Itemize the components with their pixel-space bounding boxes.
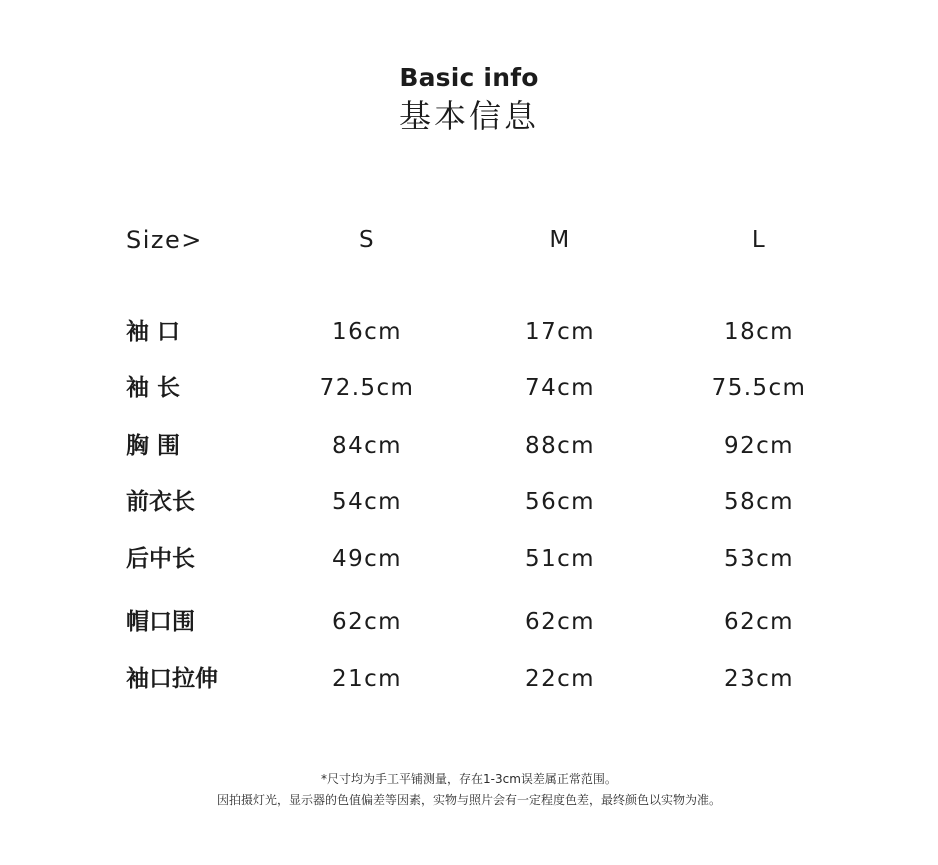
back-length-l-value: 53cm: [724, 546, 794, 572]
row-label-hood-opening: 帽口围: [126, 609, 195, 635]
table-row-front-length: [0, 484, 938, 520]
front-length-m-value: 56cm: [525, 489, 595, 515]
sleeve-length-s-value: 72.5cm: [319, 375, 415, 401]
cuff-stretch-l-value: 23cm: [724, 666, 794, 692]
cuff-l-value: 18cm: [724, 319, 794, 345]
color-disclaimer-note: 因拍摄灯光，显示器的色值偏差等因素，实物与照片会有一定程度色差，最终颜色以实物为准。: [216, 793, 721, 807]
cuff-m-value: 17cm: [525, 319, 595, 345]
front-length-l-value: 58cm: [724, 489, 794, 515]
table-row-hood-opening: [0, 604, 938, 640]
table-row-sleeve-length: [0, 370, 938, 406]
table-row-cuff: [0, 314, 938, 350]
size-header-s: S: [359, 227, 375, 253]
back-length-s-value: 49cm: [332, 546, 402, 572]
row-label-sleeve-length: 袖 长: [126, 375, 181, 401]
sleeve-length-m-value: 74cm: [525, 375, 595, 401]
cuff-s-value: 16cm: [332, 319, 402, 345]
page-title-english: Basic info: [399, 63, 539, 92]
row-label-cuff: 袖 口: [126, 319, 181, 345]
table-row-cuff-stretch: [0, 661, 938, 697]
table-row-chest: [0, 428, 938, 464]
hood-opening-m-value: 62cm: [525, 609, 595, 635]
row-label-front-length: 前衣长: [126, 489, 195, 515]
chest-l-value: 92cm: [724, 433, 794, 459]
page-title-chinese: 基本信息: [398, 97, 539, 135]
table-row-back-length: [0, 541, 938, 577]
row-label-back-length: 后中长: [126, 546, 195, 572]
back-length-m-value: 51cm: [525, 546, 595, 572]
cuff-stretch-s-value: 21cm: [332, 666, 402, 692]
hood-opening-s-value: 62cm: [332, 609, 402, 635]
row-label-chest: 胸 围: [126, 433, 181, 459]
sleeve-length-l-value: 75.5cm: [711, 375, 807, 401]
row-label-cuff-stretch: 袖口拉伸: [126, 666, 218, 692]
size-header-label: Size>: [126, 226, 203, 254]
chest-s-value: 84cm: [332, 433, 402, 459]
measurement-note: *尺寸均为手工平铺测量，存在1-3cm误差属正常范围。: [321, 772, 617, 786]
size-header-row: [0, 222, 938, 258]
chest-m-value: 88cm: [525, 433, 595, 459]
hood-opening-l-value: 62cm: [724, 609, 794, 635]
front-length-s-value: 54cm: [332, 489, 402, 515]
cuff-stretch-m-value: 22cm: [525, 666, 595, 692]
size-header-m: M: [549, 227, 571, 253]
size-header-l: L: [751, 227, 767, 253]
